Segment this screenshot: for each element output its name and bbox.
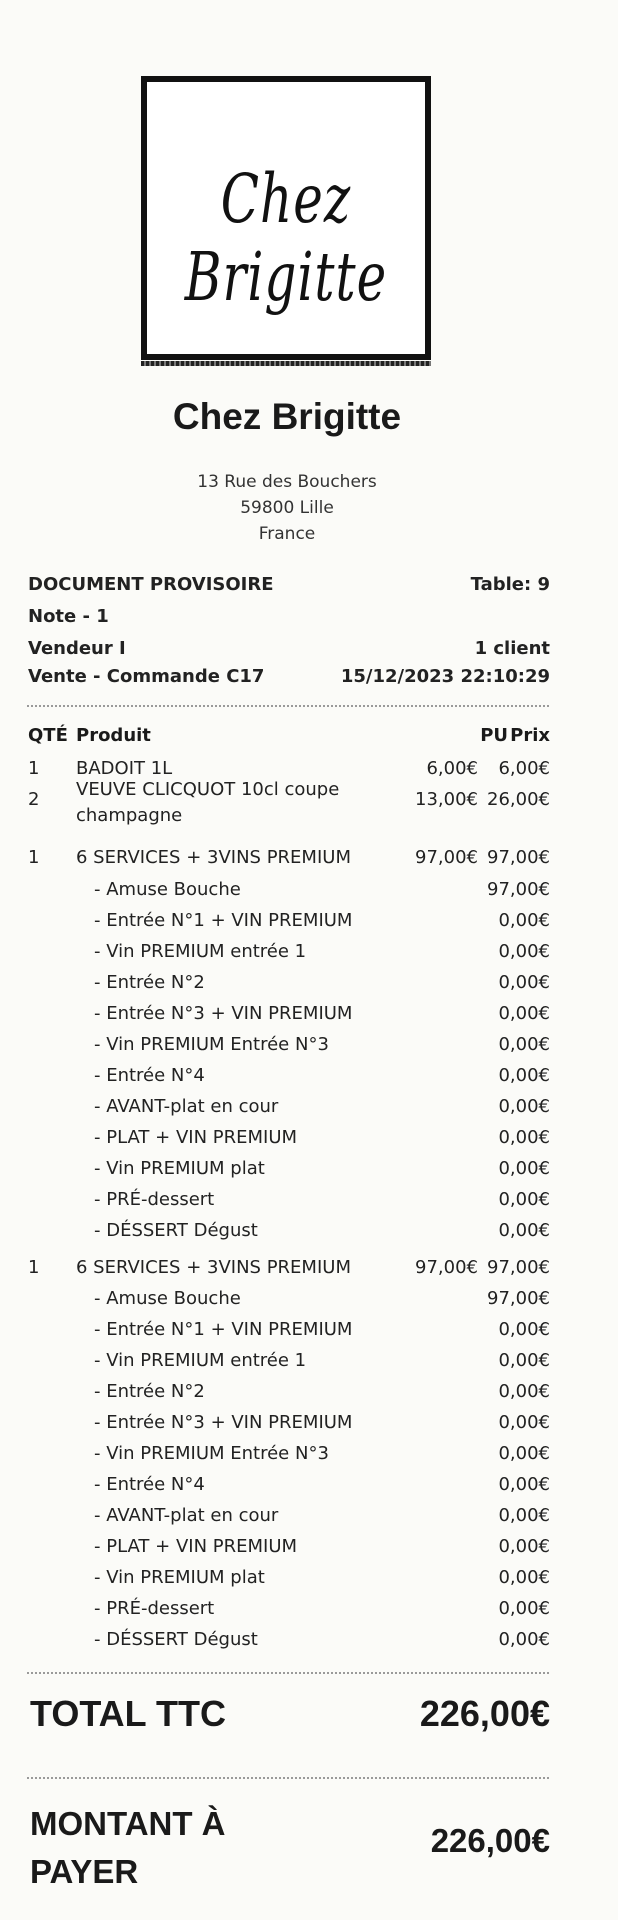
sub-item-name: - DÉSSERT Dégust [94, 1629, 258, 1650]
sub-item-name: - PRÉ-dessert [94, 1598, 215, 1619]
sub-item-price: 97,00€ [487, 1288, 550, 1309]
sub-item-price: 0,00€ [498, 1065, 550, 1086]
item-qty: 1 [28, 847, 40, 868]
sub-item-price: 0,00€ [498, 1189, 550, 1210]
item-product: 6 SERVICES + 3VINS PREMIUM [76, 1257, 351, 1278]
item-unit-price: 97,00€ [415, 847, 478, 868]
sub-item-price: 0,00€ [498, 1412, 550, 1433]
sub-item-price: 0,00€ [498, 1443, 550, 1464]
sub-item-price: 0,00€ [498, 1319, 550, 1340]
sub-item-price: 0,00€ [498, 972, 550, 993]
separator [27, 1777, 549, 1779]
order-reference: Vente - Commande C17 [28, 666, 265, 687]
item-unit-price: 97,00€ [415, 1257, 478, 1278]
sub-item-name: - Vin PREMIUM plat [94, 1158, 265, 1179]
note-number: Note - 1 [28, 606, 109, 627]
item-price: 6,00€ [498, 758, 550, 779]
sub-item-price: 0,00€ [498, 1096, 550, 1117]
sub-item-name: - Vin PREMIUM entrée 1 [94, 1350, 307, 1371]
sub-item-price: 97,00€ [487, 879, 550, 900]
address-street: 13 Rue des Bouchers [197, 472, 377, 492]
order-datetime: 15/12/2023 22:10:29 [340, 666, 550, 687]
sub-item-price: 0,00€ [498, 1034, 550, 1055]
restaurant-logo [141, 76, 431, 360]
sub-item-name: - Vin PREMIUM plat [94, 1567, 265, 1588]
sub-item-price: 0,00€ [498, 1629, 550, 1650]
vendor: Vendeur I [28, 638, 126, 659]
table-number: Table: 9 [470, 574, 550, 595]
sub-item-price: 0,00€ [498, 1505, 550, 1526]
sub-item-name: - Entrée N°3 + VIN PREMIUM [94, 1003, 353, 1024]
shop-name: Chez Brigitte [172, 396, 402, 437]
sub-item-name: - Entrée N°2 [94, 972, 205, 993]
column-header-qty: QTÉ [28, 725, 68, 746]
sub-item-name: - PRÉ-dessert [94, 1189, 215, 1210]
column-header-unit-price: PU [480, 725, 508, 746]
sub-item-name: - DÉSSERT Dégust [94, 1220, 258, 1241]
item-product: VEUVE CLICQUOT 10cl coupe champagne [76, 779, 340, 826]
client-count: 1 client [474, 638, 550, 659]
sub-item-name: - Vin PREMIUM Entrée N°3 [94, 1034, 329, 1055]
amount-due-value: 226,00€ [430, 1822, 550, 1859]
item-product: 6 SERVICES + 3VINS PREMIUM [76, 847, 351, 868]
address-country: France [258, 524, 316, 544]
sub-item-price: 0,00€ [498, 1127, 550, 1148]
total-label: TOTAL TTC [30, 1693, 226, 1734]
sub-item-name: - Entrée N°1 + VIN PREMIUM [94, 1319, 353, 1340]
column-header-price: Prix [510, 725, 550, 746]
total-value: 226,00€ [419, 1693, 550, 1734]
item-price: 97,00€ [487, 1257, 550, 1278]
sub-item-name: - Entrée N°4 [94, 1474, 205, 1495]
item-unit-price: 6,00€ [426, 758, 478, 779]
sub-item-name: - Amuse Bouche [94, 1288, 241, 1309]
separator [27, 1672, 549, 1674]
amount-due-label: MONTANT À PAYER [30, 1805, 226, 1890]
item-price: 97,00€ [487, 847, 550, 868]
sub-item-name: - Vin PREMIUM Entrée N°3 [94, 1443, 329, 1464]
sub-item-name: - Amuse Bouche [94, 879, 241, 900]
sub-item-name: - Entrée N°1 + VIN PREMIUM [94, 910, 353, 931]
sub-item-price: 0,00€ [498, 941, 550, 962]
item-qty: 2 [28, 789, 40, 810]
sub-item-price: 0,00€ [498, 910, 550, 931]
sub-item-name: - PLAT + VIN PREMIUM [94, 1127, 298, 1148]
item-price: 26,00€ [487, 789, 550, 810]
sub-item-name: - Entrée N°2 [94, 1381, 205, 1402]
sub-item-name: - Vin PREMIUM entrée 1 [94, 941, 307, 962]
sub-item-price: 0,00€ [498, 1158, 550, 1179]
sub-item-price: 0,00€ [498, 1567, 550, 1588]
sub-item-price: 0,00€ [498, 1598, 550, 1619]
sub-item-name: - PLAT + VIN PREMIUM [94, 1536, 298, 1557]
sub-item-name: - AVANT-plat en cour [94, 1505, 279, 1526]
sub-item-price: 0,00€ [498, 1220, 550, 1241]
sub-item-price: 0,00€ [498, 1474, 550, 1495]
address-city: 59800 Lille [240, 498, 334, 518]
item-unit-price: 13,00€ [415, 789, 478, 810]
logo-script-text: Chez Brigitte [184, 159, 388, 317]
item-qty: 1 [28, 1257, 40, 1278]
document-type: DOCUMENT PROVISOIRE [28, 574, 274, 595]
sub-item-price: 0,00€ [498, 1536, 550, 1557]
sub-item-name: - Entrée N°4 [94, 1065, 205, 1086]
separator [27, 705, 549, 707]
sub-item-name: - AVANT-plat en cour [94, 1096, 279, 1117]
sub-item-price: 0,00€ [498, 1350, 550, 1371]
sub-item-price: 0,00€ [498, 1381, 550, 1402]
column-header-product: Produit [76, 725, 151, 746]
item-qty: 1 [28, 758, 40, 779]
item-product: BADOIT 1L [76, 758, 173, 779]
sub-item-name: - Entrée N°3 + VIN PREMIUM [94, 1412, 353, 1433]
sub-item-price: 0,00€ [498, 1003, 550, 1024]
